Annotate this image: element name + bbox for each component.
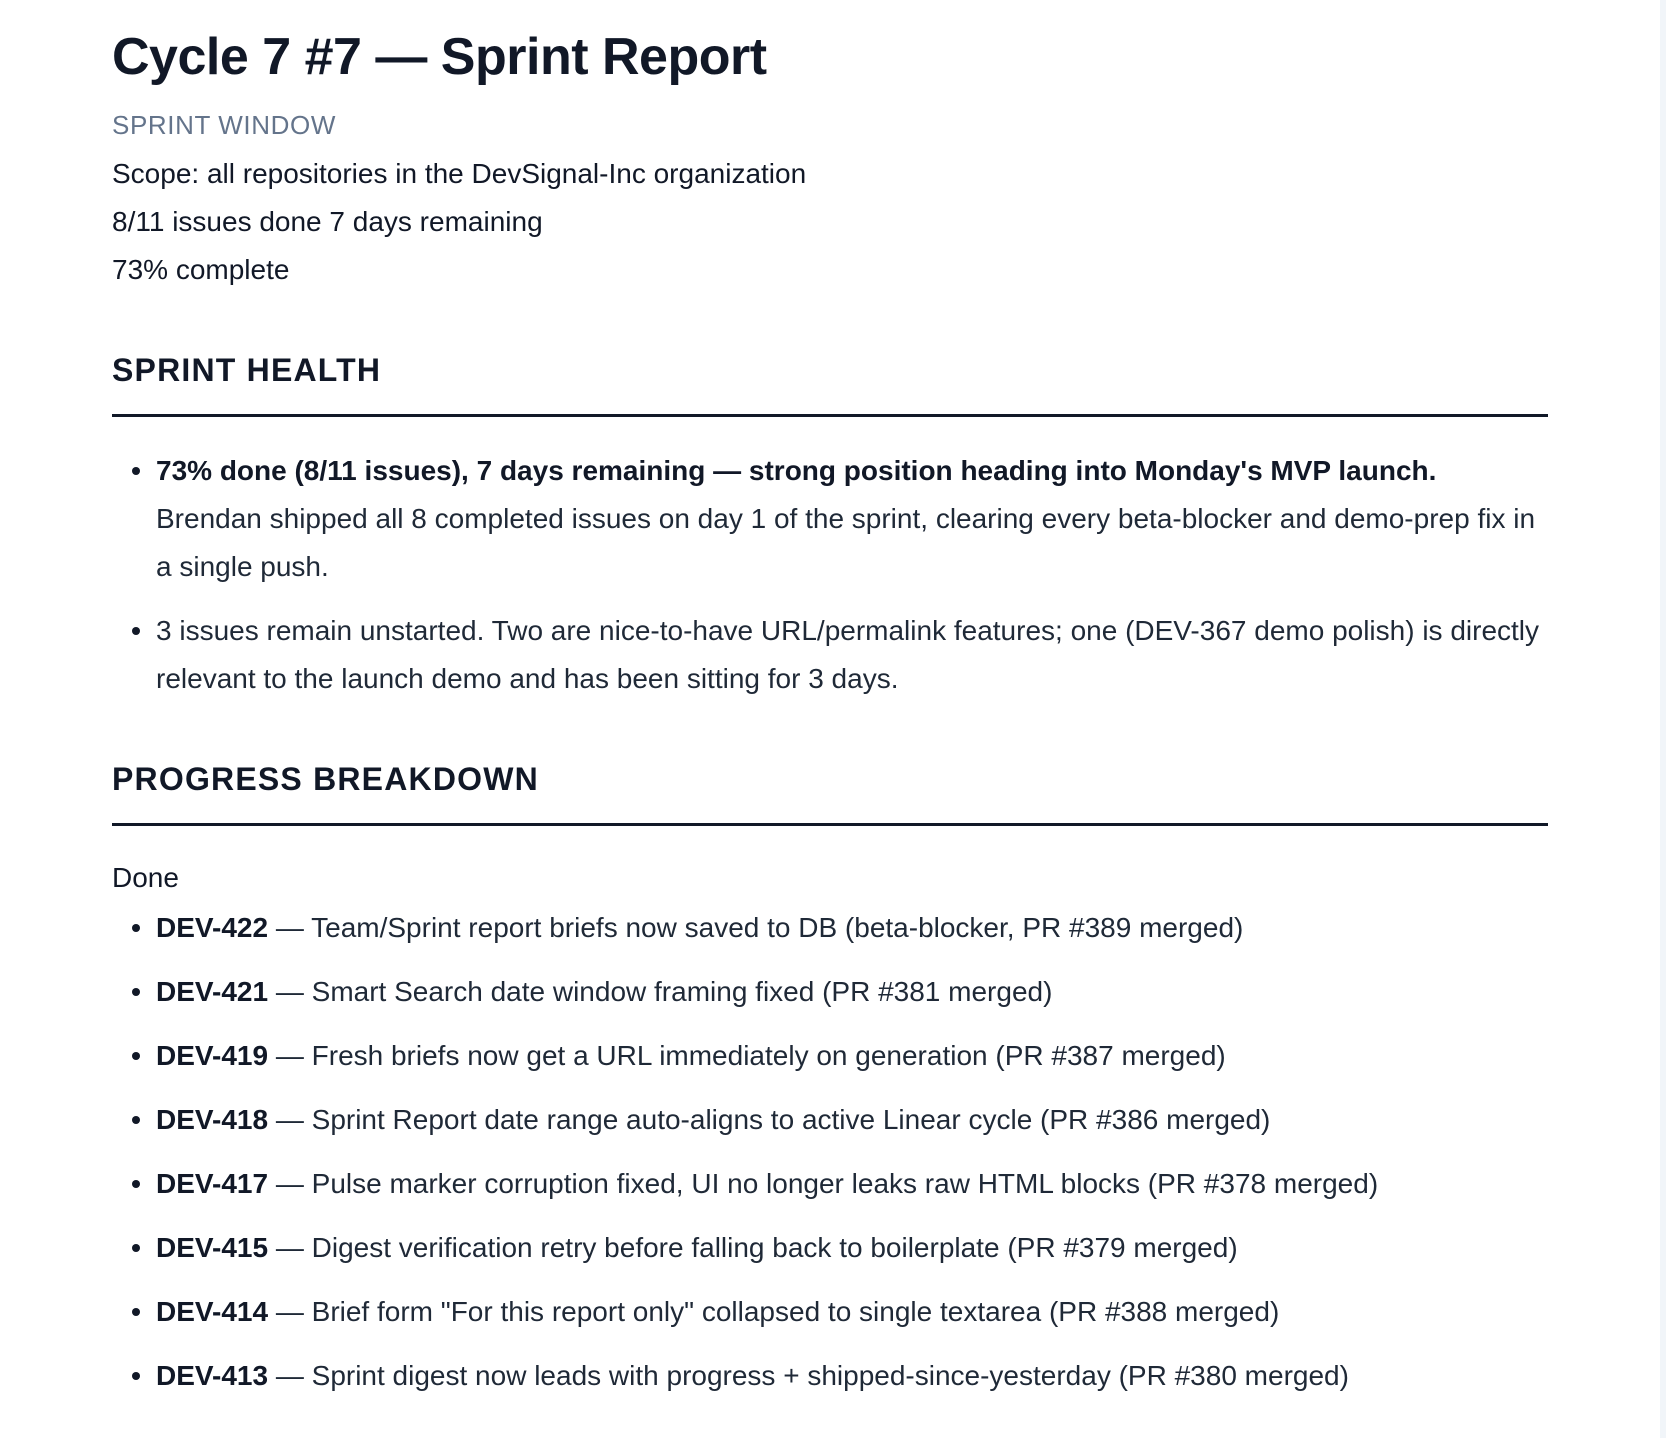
- bullet-icon: [132, 924, 140, 932]
- issue-id: DEV-418: [156, 1104, 269, 1135]
- issue-id: DEV-422: [156, 912, 269, 943]
- issue-summary: — Brief form "For this report only" collapsed to single textarea (PR #388 merged): [268, 1296, 1280, 1327]
- issue-summary: — Sprint digest now leads with progress + shipped-since-yesterday (PR #380 merged): [268, 1360, 1349, 1391]
- issue-id: DEV-414: [156, 1296, 269, 1327]
- done-issue-item: [112, 1228, 1548, 1292]
- bullet-icon: [132, 1116, 140, 1124]
- done-issue-item: [112, 1356, 1548, 1420]
- done-issue-list: [112, 908, 1548, 1420]
- health-item: [112, 447, 1548, 591]
- sprint-report: [112, 0, 1548, 1420]
- sprint-window-label: SPRINT WINDOW: [112, 110, 336, 140]
- done-issue-item: [112, 1036, 1548, 1100]
- bullet-icon: [132, 1052, 140, 1060]
- bullet-icon: [132, 1180, 140, 1188]
- issue-summary: — Smart Search date window framing fixed (PR #381 merged): [268, 976, 1053, 1007]
- done-issue-item: [112, 1100, 1548, 1164]
- sprint-health-list: [112, 447, 1548, 703]
- health-item-summary: 73% done (8/11 issues), 7 days remaining — strong position heading into Monday's MVP launch.: [156, 455, 1437, 486]
- issue-summary: — Digest verification retry before falling back to boilerplate (PR #379 merged): [268, 1232, 1238, 1263]
- bullet-icon: [132, 1244, 140, 1252]
- done-issue-item: [112, 1164, 1548, 1228]
- bullet-icon: [132, 627, 140, 635]
- status-line: 8/11 issues done 7 days remaining: [112, 206, 543, 237]
- scope-line: Scope: all repositories in the DevSignal-Inc organization: [112, 158, 807, 189]
- sprint-health-heading: SPRINT HEALTH: [112, 348, 1548, 417]
- page-title: Cycle 7 #7 — Sprint Report: [112, 28, 767, 86]
- bullet-icon: [132, 467, 140, 475]
- bullet-icon: [132, 1308, 140, 1316]
- health-item: [112, 607, 1548, 703]
- done-issue-item: [112, 908, 1548, 972]
- bullet-icon: [132, 988, 140, 996]
- health-item-text: Brendan shipped all 8 completed issues on day 1 of the sprint, clearing every beta-blocker and demo-prep fix in a single push.: [156, 503, 1536, 582]
- bullet-icon: [132, 1372, 140, 1380]
- scrollbar[interactable]: [1660, 0, 1666, 1438]
- done-issue-item: [112, 1292, 1548, 1356]
- progress-breakdown-heading: PROGRESS BREAKDOWN: [112, 757, 1548, 826]
- done-group-label: Done: [112, 862, 179, 893]
- issue-summary: — Pulse marker corruption fixed, UI no longer leaks raw HTML blocks (PR #378 merged): [268, 1168, 1379, 1199]
- issue-id: DEV-413: [156, 1360, 269, 1391]
- issue-summary: — Sprint Report date range auto-aligns to active Linear cycle (PR #386 merged): [268, 1104, 1271, 1135]
- issue-id: DEV-415: [156, 1232, 269, 1263]
- issue-id: DEV-421: [156, 976, 269, 1007]
- issue-id: DEV-417: [156, 1168, 269, 1199]
- health-item-text: 3 issues remain unstarted. Two are nice-to-have URL/permalink features; one (DEV-367 demo polish) is directly relevant to the launch demo and has been sitting for 3 days.: [156, 615, 1540, 694]
- issue-summary: — Team/Sprint report briefs now saved to DB (beta-blocker, PR #389 merged): [268, 912, 1244, 943]
- issue-summary: — Fresh briefs now get a URL immediately on generation (PR #387 merged): [268, 1040, 1226, 1071]
- issue-id: DEV-419: [156, 1040, 269, 1071]
- completion-line: 73% complete: [112, 254, 290, 285]
- done-issue-item: [112, 972, 1548, 1036]
